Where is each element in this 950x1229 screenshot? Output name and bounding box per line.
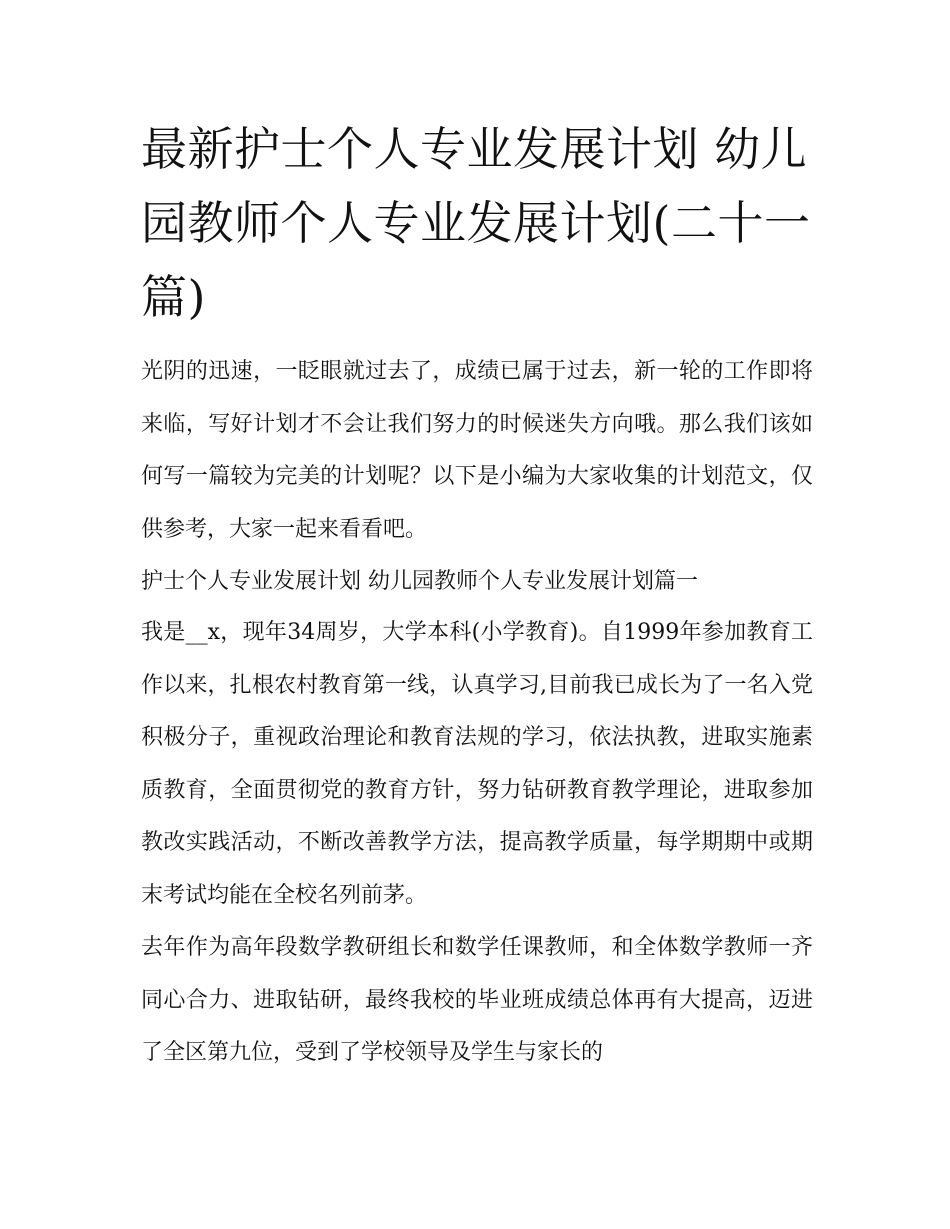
paragraph-last-year: 去年作为高年段数学教研组长和数学任课教师，和全体数学教师一齐同心合力、进取钻研，最终我校的毕业班成绩总体再有大提高，迈进了全区第九位，受到了学校领导及学生与家长的	[141, 935, 813, 1065]
paragraph-self-intro: 我是__x，现年34周岁，大学本科(小学教育)。自1999年参加教育工作以来，扎根农村教育第一线，认真学习,目前我已成长为了一名入党积极分子，重视政治理论和教育法规的学习，依法执教，进取实施素质教育，全面贯彻党的教育方针，努力钻研教育教学理论，进取参加教改实践活动，不断改善教学方法，提高教学质量，每学期期中或期末考试均能在全校名列前茅。	[141, 620, 813, 908]
paragraph-intro: 光阴的迅速，一眨眼就过去了，成绩已属于过去，新一轮的工作即将来临，写好计划才不会让我们努力的时候迷失方向哦。那么我们该如何写一篇较为完美的计划呢？以下是小编为大家收集的计划范文，仅供参考，大家一起来看看吧。	[141, 359, 813, 542]
document-page	[141, 112, 813, 1080]
document-title: 最新护士个人专业发展计划 幼儿园教师个人专业发展计划(二十一篇)	[141, 122, 811, 324]
document-body	[141, 346, 813, 1080]
section-heading: 护士个人专业发展计划 幼儿园教师个人专业发展计划篇一	[141, 569, 698, 594]
